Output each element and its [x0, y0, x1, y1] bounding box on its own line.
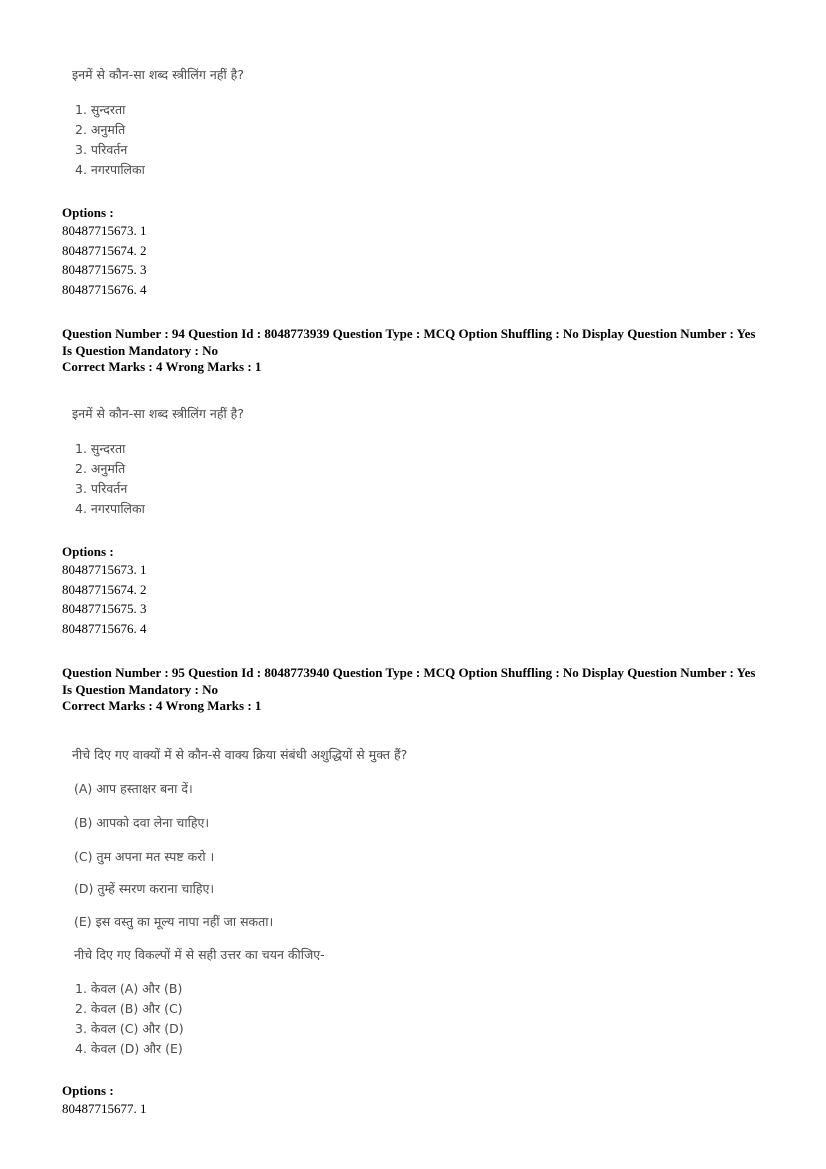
statement-b: (B) आपको दवा लेना चाहिए। — [74, 815, 210, 830]
option-id: 80487715675. 3 — [62, 262, 147, 278]
statement-c: (C) तुम अपना मत स्पष्ट करो । — [74, 849, 215, 864]
choice-item: 2. अनुमति — [75, 122, 126, 137]
choice-item: 1. सुन्दरता — [75, 102, 126, 117]
options-label: Options : — [62, 544, 114, 559]
choice-item: 3. परिवर्तन — [75, 142, 128, 157]
statement-d: (D) तुम्हें स्मरण कराना चाहिए। — [74, 881, 215, 896]
choice-item: 3. परिवर्तन — [75, 481, 128, 496]
choice-item: 2. केवल (B) और (C) — [75, 1001, 183, 1016]
question-text: नीचे दिए गए वाक्यों में से कौन-से वाक्य क्रिया संबंधी अशुद्धियों से मुक्त हैं? — [72, 747, 408, 762]
option-id-list — [62, 560, 147, 638]
option-id: 80487715677. 1 — [62, 1101, 147, 1116]
choice-list — [75, 439, 145, 519]
option-id: 80487715674. 2 — [62, 242, 147, 258]
question-meta-line: Question Number : 94 Question Id : 8048773939 Question Type : MCQ Option Shuffling : No Display Question Number : Yes — [62, 326, 756, 341]
option-id: 80487715673. 1 — [62, 223, 147, 238]
option-id: 80487715676. 4 — [62, 620, 147, 636]
statement-a: (A) आप हस्ताक्षर बना दें। — [74, 781, 193, 796]
option-id-list — [62, 221, 147, 299]
choice-item: 4. नगरपालिका — [75, 162, 145, 177]
option-id: 80487715673. 1 — [62, 562, 147, 577]
instruction-text: नीचे दिए गए विकल्पों में से सही उत्तर का चयन कीजिए- — [74, 947, 325, 962]
marks-line: Correct Marks : 4 Wrong Marks : 1 — [62, 698, 262, 713]
choice-list — [75, 100, 145, 180]
question-meta — [62, 665, 792, 715]
choice-item: 2. अनुमति — [75, 461, 126, 476]
marks-line: Correct Marks : 4 Wrong Marks : 1 — [62, 359, 262, 374]
mandatory-line: Is Question Mandatory : No — [62, 681, 219, 697]
question-meta — [62, 326, 792, 376]
choice-list — [75, 979, 184, 1059]
choice-item: 3. केवल (C) और (D) — [75, 1021, 184, 1036]
option-id: 80487715675. 3 — [62, 601, 147, 617]
mandatory-line: Is Question Mandatory : No — [62, 342, 219, 358]
choice-item: 1. केवल (A) और (B) — [75, 981, 183, 996]
statement-e: (E) इस वस्तु का मूल्य नापा नहीं जा सकता। — [74, 914, 274, 929]
question-meta-line: Question Number : 95 Question Id : 8048773940 Question Type : MCQ Option Shuffling : No Display Question Number : Yes — [62, 665, 756, 680]
choice-item: 1. सुन्दरता — [75, 441, 126, 456]
option-id: 80487715674. 2 — [62, 581, 147, 597]
options-label: Options : — [62, 1083, 114, 1098]
option-id: 80487715676. 4 — [62, 281, 147, 297]
choice-item: 4. नगरपालिका — [75, 501, 145, 516]
option-id-list — [62, 1099, 147, 1119]
question-text: इनमें से कौन-सा शब्द स्त्रीलिंग नहीं है? — [72, 67, 244, 82]
options-label: Options : — [62, 205, 114, 220]
choice-item: 4. केवल (D) और (E) — [75, 1041, 183, 1056]
question-text: इनमें से कौन-सा शब्द स्त्रीलिंग नहीं है? — [72, 406, 244, 421]
